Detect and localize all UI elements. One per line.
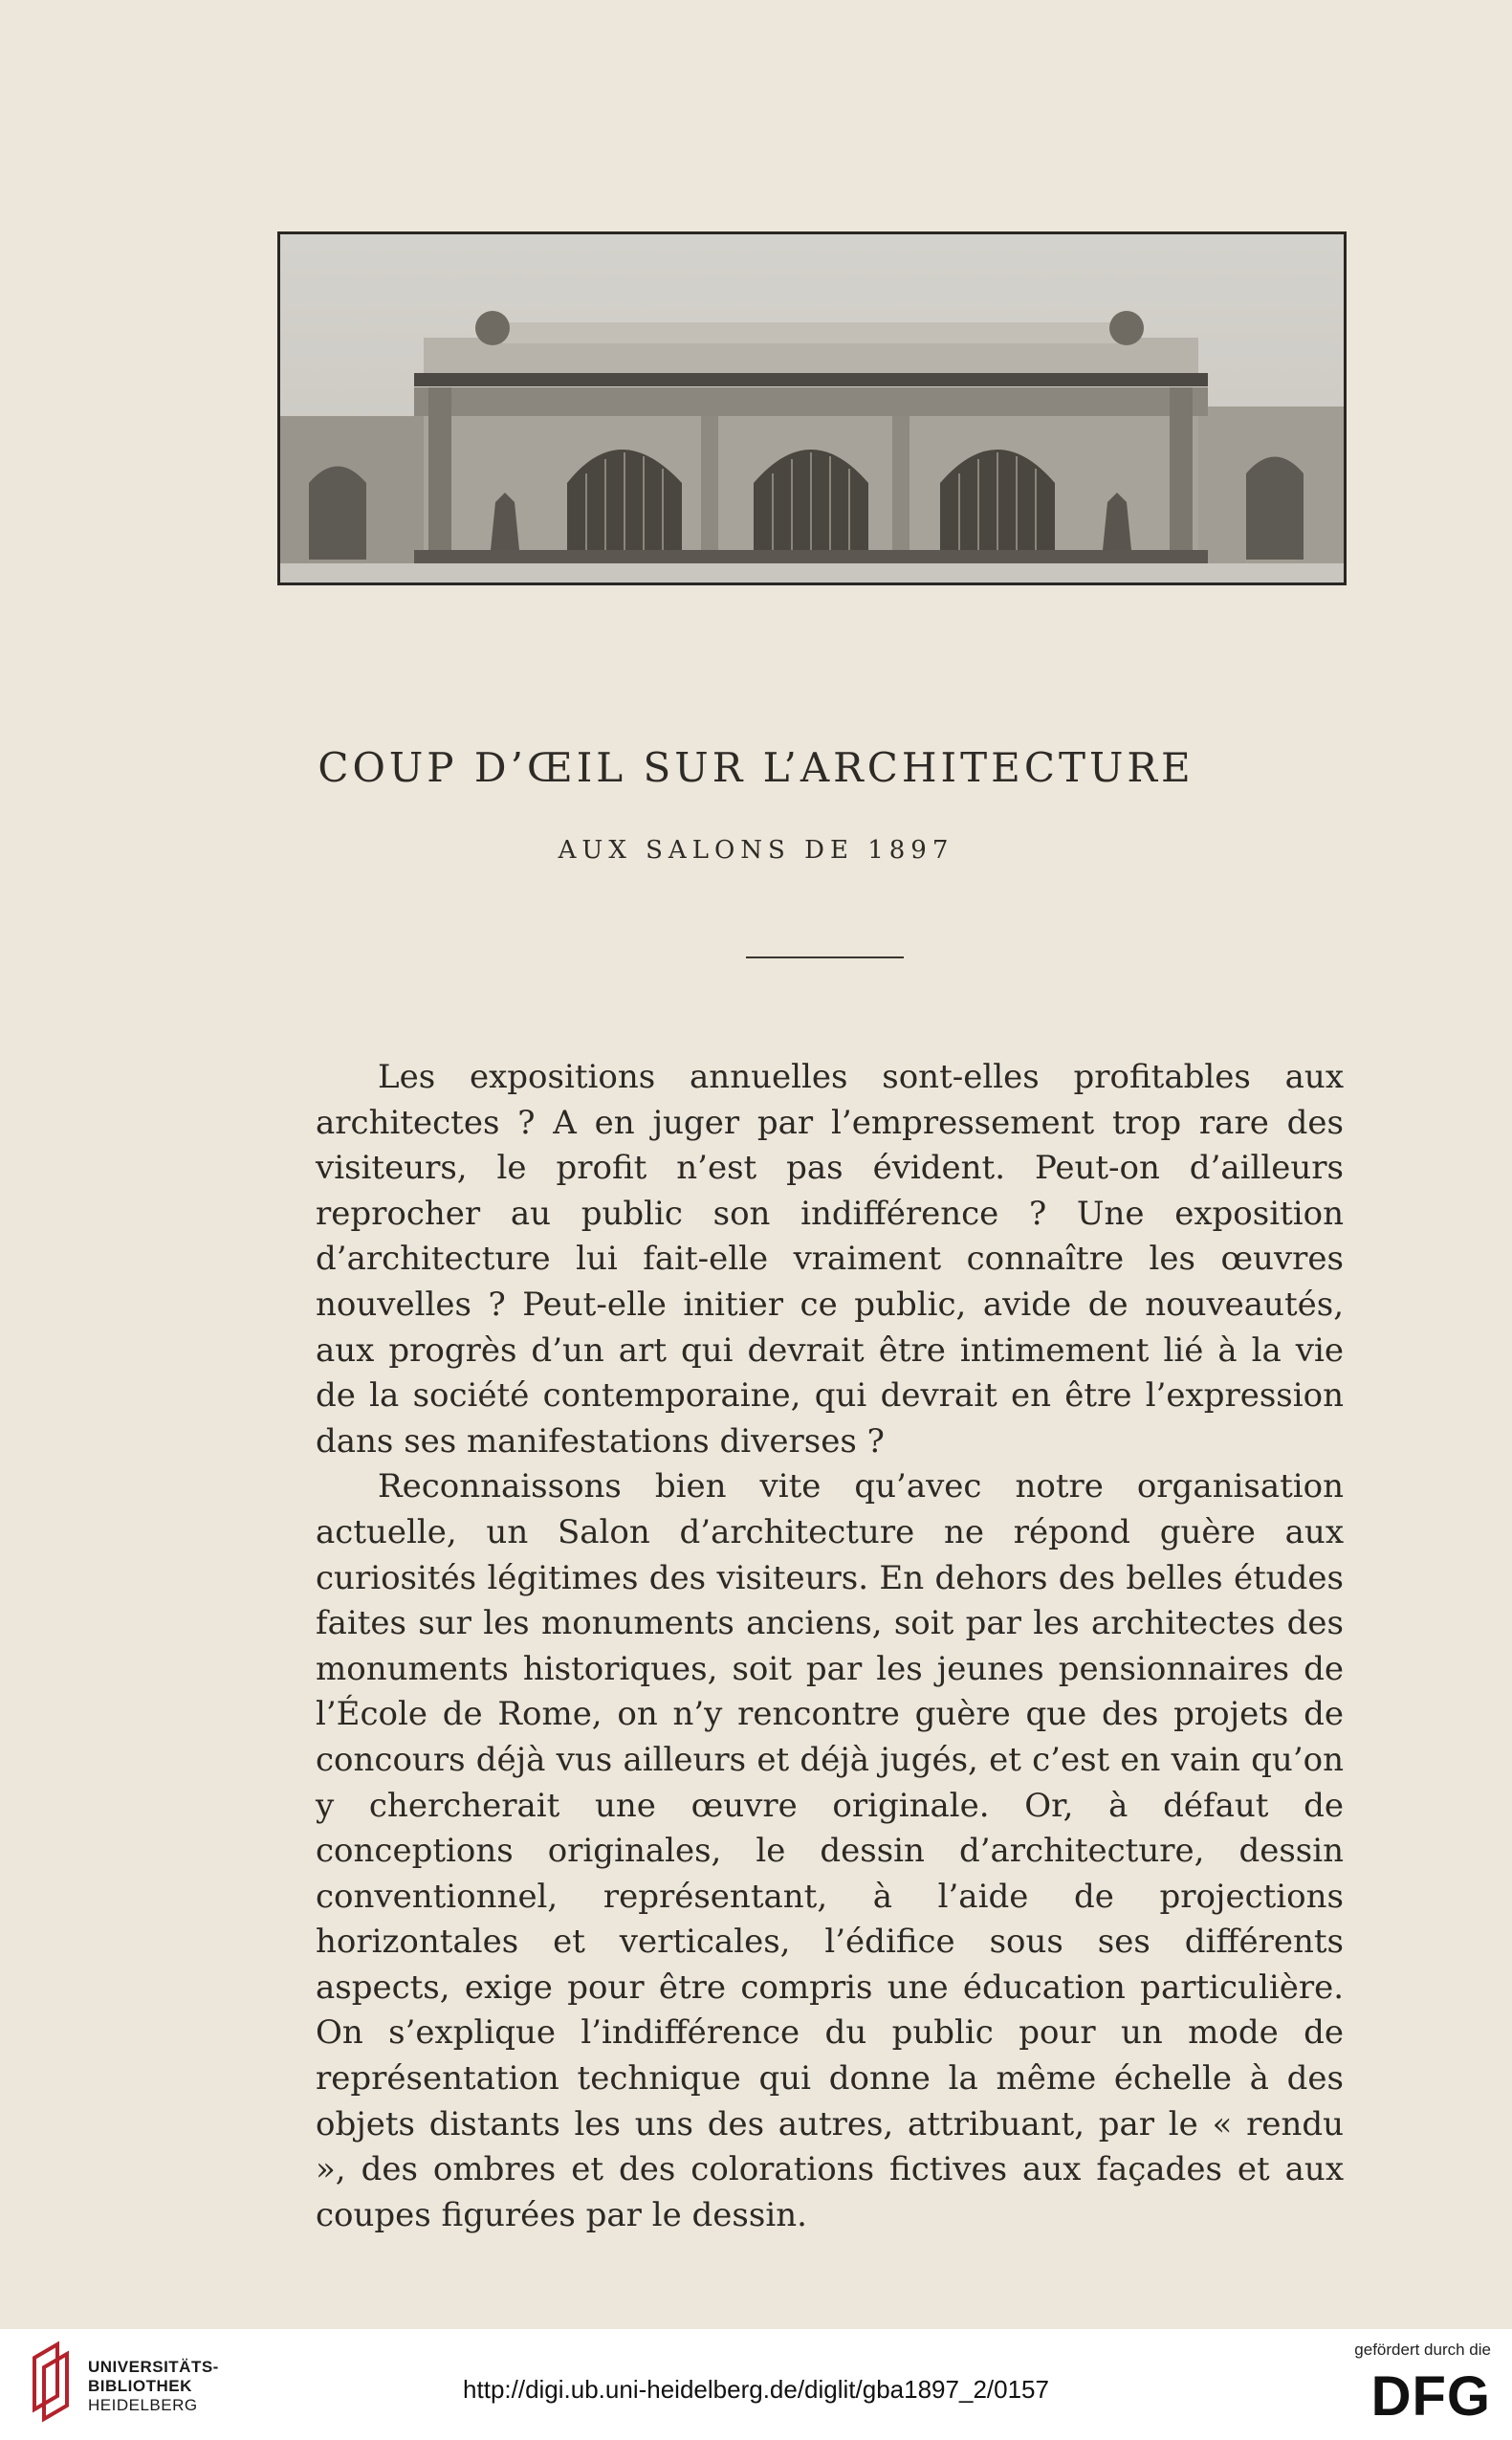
library-name-line: UNIVERSITÄTS- (88, 2358, 219, 2376)
dfg-logo: DFG (1370, 2365, 1491, 2428)
library-name-line: HEIDELBERG (88, 2396, 198, 2414)
library-name-line: BIBLIOTHEK (88, 2377, 192, 2395)
article-title: COUP D’ŒIL SUR L’ARCHITECTURE (318, 744, 1194, 791)
article-body (316, 1055, 1344, 2238)
paragraph: Les expositions annuelles sont-elles profitables aux architectes ? A en juger par l’empressement trop rare des visiteurs, le profit n’est pas évident. Peut-on d’ailleurs reprocher au public son indifférence ? Une exposition d’architecture lui fait-elle vraiment connaître les œuvres nouvelles ? Peut-elle initier ce public, avide de nouveautés, aux progrès d’un art qui devrait être intimement lié à la vie de la société contemporaine, qui devrait en être l’expression dans ses manifestations diverses ? (316, 1058, 1344, 1461)
facade-engraving-image (277, 231, 1347, 585)
paragraph: Reconnaissons bien vite qu’avec notre organisation actuelle, un Salon d’architecture ne répond guère aux curiosités légitimes des visiteurs. En dehors des belles études faites sur les monuments anciens, soit par les architectes des monuments historiques, soit par les jeunes pensionnaires de l’École de Rome, on n’y rencontre guère que des projets de concours déjà vus ailleurs et déjà jugés, et c’est en vain qu’on y chercherait une œuvre originale. Or, à défaut de conceptions originales, le dessin d’architecture, dessin conventionnel, représentant, à l’aide de projections horizontales et verticales, l’édifice sous ses différents aspects, exige pour être compris une éducation particulière. On s’explique l’indifférence du public pour un mode de représentation technique qui donne la même échelle à des objets distants les uns des autres, attribuant, par le « rendu », des ombres et des colorations fictives aux façades et aux coupes figurées par le dessin. (316, 1467, 1344, 2234)
article-subtitle: AUX SALONS DE 1897 (558, 836, 954, 865)
building-facade-icon (280, 234, 1344, 583)
digitization-footer (0, 2329, 1512, 2440)
permalink-url[interactable]: http://digi.ub.uni-heidelberg.de/diglit/gba1897_2/0157 (463, 2375, 1049, 2404)
title-divider (746, 956, 904, 958)
funding-note: gefördert durch die (1354, 2341, 1491, 2359)
